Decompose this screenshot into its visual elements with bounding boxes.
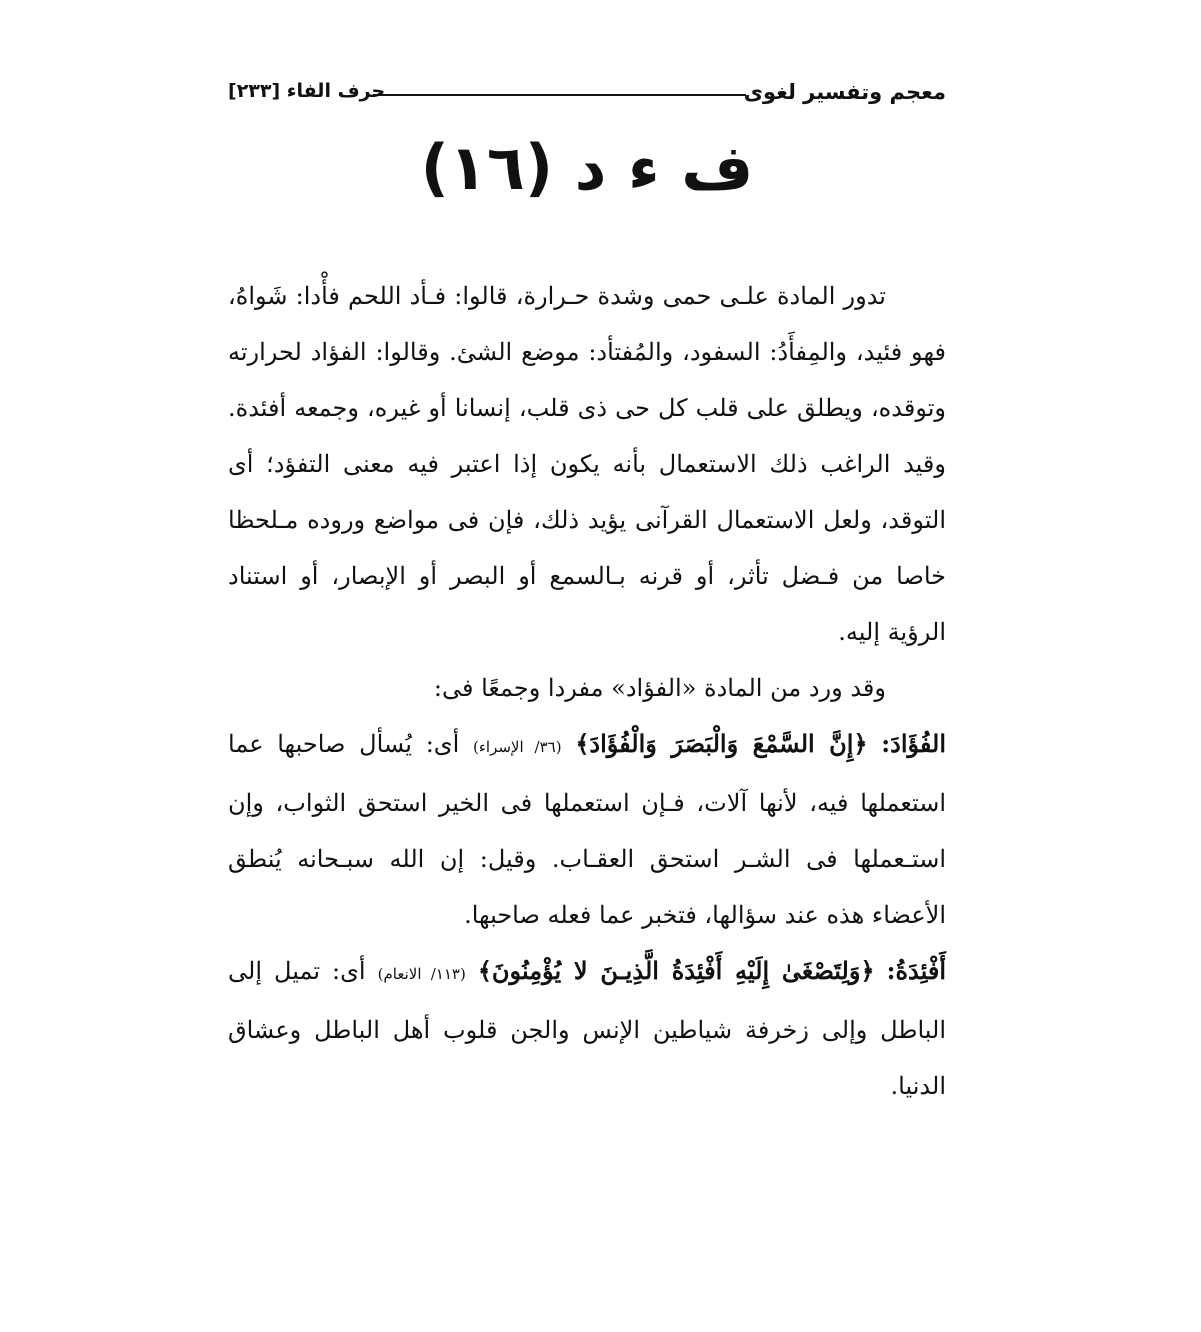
paragraph-occurrence: وقد ورد من المادة «الفؤاد» مفردا وجمعًا فى: bbox=[433, 674, 886, 702]
verse-reference: (٣٦/ الإسراء) bbox=[473, 738, 562, 756]
body-text bbox=[228, 268, 946, 1114]
quran-verse: ﴿وَلِتَصْغَىٰ إِلَيْهِ أَفْئِدَةُ الَّذِيـنَ لا يُؤْمِنُونَ﴾ bbox=[477, 956, 875, 985]
header-rule bbox=[373, 94, 746, 96]
quran-verse: ﴿إِنَّ السَّمْعَ وَالْبَصَرَ وَالْفُؤَادَ﴾ bbox=[575, 729, 868, 758]
book-title: معجم وتفسير لغوى bbox=[743, 80, 946, 104]
verse-reference: (١١٣/ الانعام) bbox=[377, 965, 466, 983]
entry-term: الفُؤَادَ: bbox=[881, 729, 947, 758]
entry-fuad bbox=[228, 716, 946, 943]
running-header bbox=[228, 78, 946, 112]
paragraph-intro: تدور المادة علـى حمى وشدة حـرارة، قالوا: فـأد اللحم فأْدا: شَواهُ، فهو فئيد، والمِفأَدُ: السفود، والمُفتأد: موضع الشئ. وقالوا: الفؤاد لحرارته وتوقده، ويطلق على قلب كل حى ذى قلب، إنسانا أو غيره، وجمعه أفئدة. وقيد الراغب ذلك الاستعمال بأنه يكون إذا اعتبر فيه معنى التفؤد؛ أى التوقد، ولعل الاستعمال القرآنى يؤيد ذلك، فإن فى مواضع وروده مـلحظا خاصا من فـضل تأثر، أو قرنه بـالسمع أو البصر أو الإبصار، أو استناد الرؤية إليه. bbox=[228, 282, 946, 646]
entry-heading: ف ء د (١٦) bbox=[420, 131, 754, 204]
entry-afida bbox=[228, 943, 946, 1114]
entry-explanation: أى: يُسأل صاحبها عما استعملها فيه، لأنها آلات، فـإن استعملها فى الخير استحق الثواب، وإن استـعملها فى الشـر استحق العقـاب. وقيل: إن الله سبـحانه يُنطق الأعضاء هذه عند سؤالها، فتخبر عما فعله صاحبها. bbox=[228, 730, 946, 929]
entry-explanation: أى: تميل إلى الباطل وإلى زخرفة شياطين الإنس والجن قلوب أهل الباطل وعشاق الدنيا. bbox=[228, 957, 946, 1100]
entry-term: أَفْئِدَةُ: bbox=[886, 956, 946, 985]
chapter-page-label: حرف الفاء [٢٣٣] bbox=[228, 80, 386, 102]
